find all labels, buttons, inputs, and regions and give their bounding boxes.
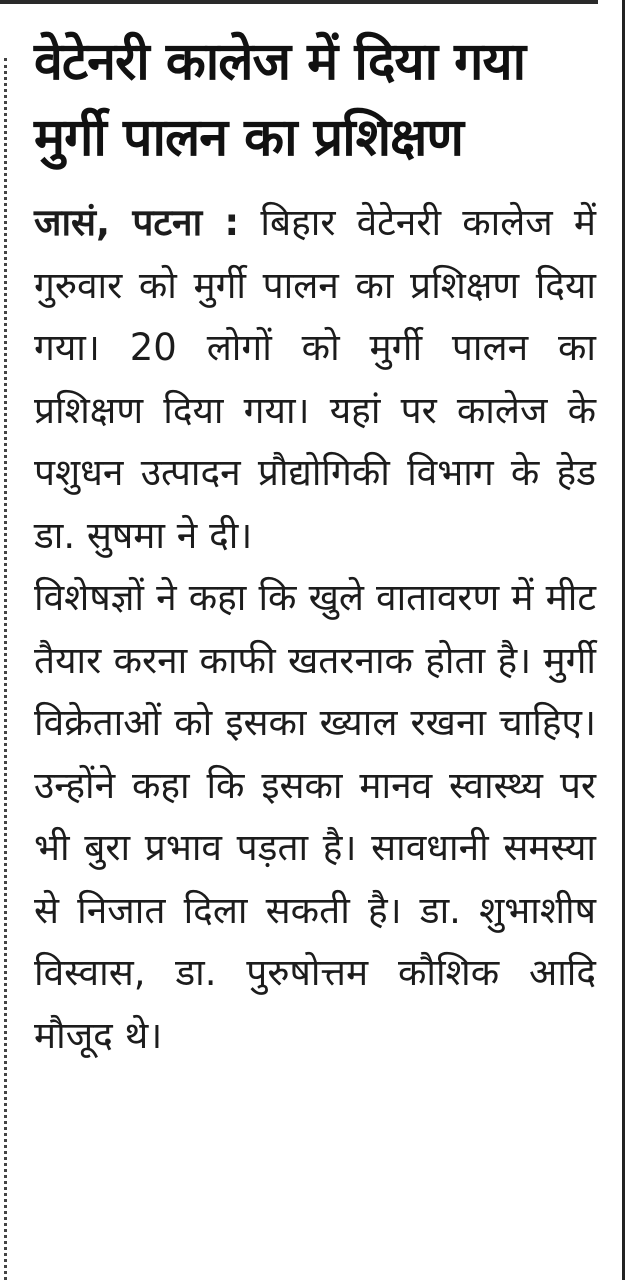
right-column-border [622, 0, 625, 1280]
news-article [34, 24, 596, 1067]
headline-line-2: मुर्गी पालन का प्रशिक्षण [34, 108, 463, 168]
dateline: जासं, पटना : [34, 201, 240, 244]
headline-line-1: वेटेनरी कालेज में दिया गया [34, 32, 526, 92]
left-dotted-border [4, 58, 7, 1280]
top-rule [0, 0, 598, 4]
paragraph-1 [34, 192, 596, 567]
article-body [34, 192, 596, 1067]
paragraph-1-text: बिहार वेटेनरी कालेज में गुरुवार को मुर्गी पालन का प्रशिक्षण दिया गया। 20 लोगों को मुर्गी पालन का प्रशिक्षण दिया गया। यहां पर कालेज के पशुधन उत्पादन प्रौद्योगिकी विभाग के हेड डा. सुषमा ने दी। [34, 201, 597, 557]
headline [34, 24, 596, 176]
paragraph-2: विशेषज्ञों ने कहा कि खुले वातावरण में मीट तैयार करना काफी खतरनाक होता है। मुर्गी विक्रेताओं को इसका ख्याल रखना चाहिए। उन्होंने कहा कि इसका मानव स्वास्थ्य पर भी बुरा प्रभाव पड़ता है। सावधानी समस्या से निजात दिला सकती है। डा. शुभाशीष विस्वास, डा. पुरुषोत्तम कौशिक आदि मौजूद थे। [34, 576, 596, 1057]
